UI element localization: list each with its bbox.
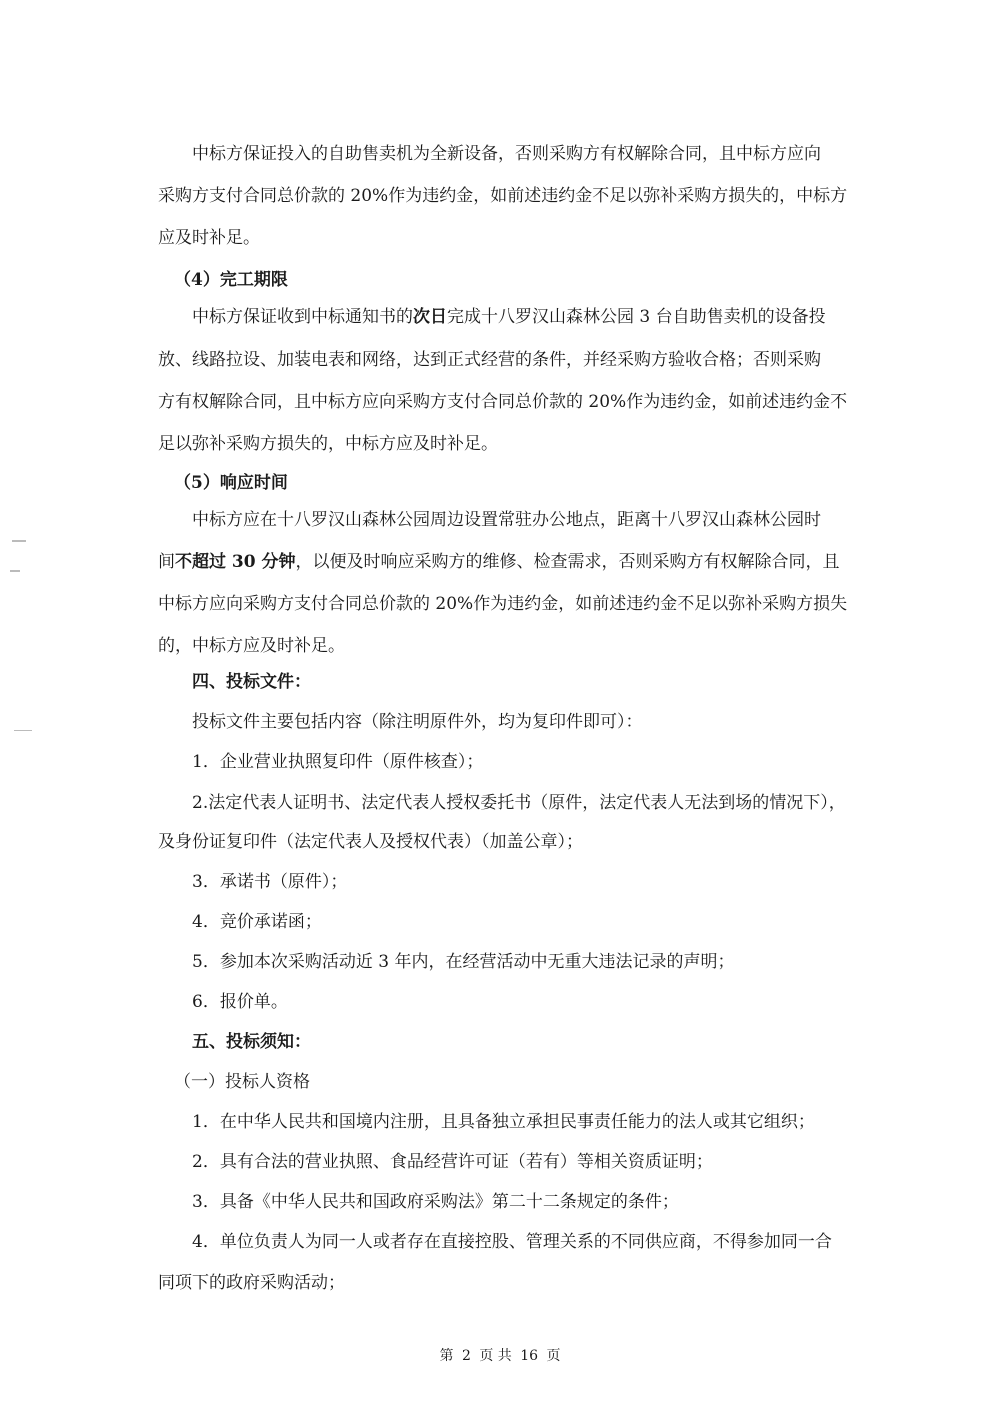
docs-item-2-cont: 及身份证复印件（法定代表人及授权代表）（加盖公章）； bbox=[158, 832, 583, 852]
docs-item-6: 6．报价单。 bbox=[192, 992, 288, 1012]
para3-text: 间 bbox=[158, 552, 175, 572]
heading-5: 五、投标须知： bbox=[192, 1032, 311, 1052]
scan-speck bbox=[12, 540, 26, 542]
para2-line4: 足以弥补采购方损失的，中标方应及时补足。 bbox=[158, 434, 498, 454]
qual-item-2: 2．具有合法的营业执照、食品经营许可证（若有）等相关资质证明； bbox=[192, 1152, 713, 1172]
para3-line1: 中标方应在十八罗汉山森林公园周边设置常驻办公地点，距离十八罗汉山森林公园时 bbox=[192, 510, 821, 530]
section5-title: （5）响应时间 bbox=[174, 473, 288, 493]
para2-text: 完成十八罗汉山森林公园 3 台自助售卖机的设备投 bbox=[447, 307, 826, 327]
footer-middle: 页 共 bbox=[479, 1348, 512, 1364]
total-pages: 16 bbox=[520, 1348, 539, 1364]
scan-speck bbox=[10, 570, 20, 572]
qual-item-4-cont: 同项下的政府采购活动； bbox=[158, 1273, 345, 1293]
current-page-number: 2 bbox=[461, 1348, 471, 1364]
page-footer bbox=[0, 1346, 1000, 1366]
heading-4: 四、投标文件： bbox=[192, 672, 311, 692]
footer-suffix: 页 bbox=[546, 1348, 561, 1364]
docs-item-2: 2.法定代表人证明书、法定代表人授权委托书（原件，法定代表人无法到场的情况下）， bbox=[192, 793, 846, 813]
docs-intro: 投标文件主要包括内容（除注明原件外，均为复印件即可）： bbox=[192, 712, 643, 732]
para2-line3: 方有权解除合同，且中标方应向采购方支付合同总价款的 20%作为违约金，如前述违约金不 bbox=[158, 392, 848, 412]
para2-emphasis: 次日 bbox=[413, 307, 447, 327]
para2-text: 中标方保证收到中标通知书的 bbox=[192, 307, 413, 327]
para2-line1 bbox=[192, 305, 858, 329]
scan-speck bbox=[14, 730, 32, 731]
qual-item-3: 3．具备《中华人民共和国政府采购法》第二十二条规定的条件； bbox=[192, 1192, 679, 1212]
qual-item-4: 4．单位负责人为同一人或者存在直接控股、管理关系的不同供应商，不得参加同一合 bbox=[192, 1232, 832, 1252]
section4-title: （4）完工期限 bbox=[174, 270, 288, 290]
para1-line1: 中标方保证投入的自助售卖机为全新设备，否则采购方有权解除合同，且中标方应向 bbox=[192, 144, 821, 164]
para3-text: ，以便及时响应采购方的维修、检查需求，否则采购方有权解除合同，且 bbox=[295, 552, 840, 572]
para1-line2: 采购方支付合同总价款的 20%作为违约金，如前述违约金不足以弥补采购方损失的，中标方 bbox=[158, 186, 848, 206]
qual-title: （一）投标人资格 bbox=[174, 1072, 310, 1092]
docs-item-3: 3．承诺书（原件）； bbox=[192, 872, 348, 892]
docs-item-4: 4．竞价承诺函； bbox=[192, 912, 322, 932]
para3-line3: 中标方应向采购方支付合同总价款的 20%作为违约金，如前述违约金不足以弥补采购方损失 bbox=[158, 594, 848, 614]
para1-line3: 应及时补足。 bbox=[158, 228, 260, 248]
docs-item-5: 5．参加本次采购活动近 3 年内，在经营活动中无重大违法记录的声明； bbox=[192, 952, 735, 972]
para3-line4: 的，中标方应及时补足。 bbox=[158, 636, 345, 656]
para3-line2 bbox=[158, 550, 858, 574]
qual-item-1: 1．在中华人民共和国境内注册，且具备独立承担民事责任能力的法人或其它组织； bbox=[192, 1112, 815, 1132]
footer-prefix: 第 bbox=[439, 1348, 454, 1364]
docs-item-1: 1．企业营业执照复印件（原件核查）； bbox=[192, 752, 484, 772]
para2-line2: 放、线路拉设、加装电表和网络，达到正式经营的条件，并经采购方验收合格；否则采购 bbox=[158, 350, 821, 370]
para3-emphasis: 不超过 30 分钟 bbox=[175, 552, 296, 572]
